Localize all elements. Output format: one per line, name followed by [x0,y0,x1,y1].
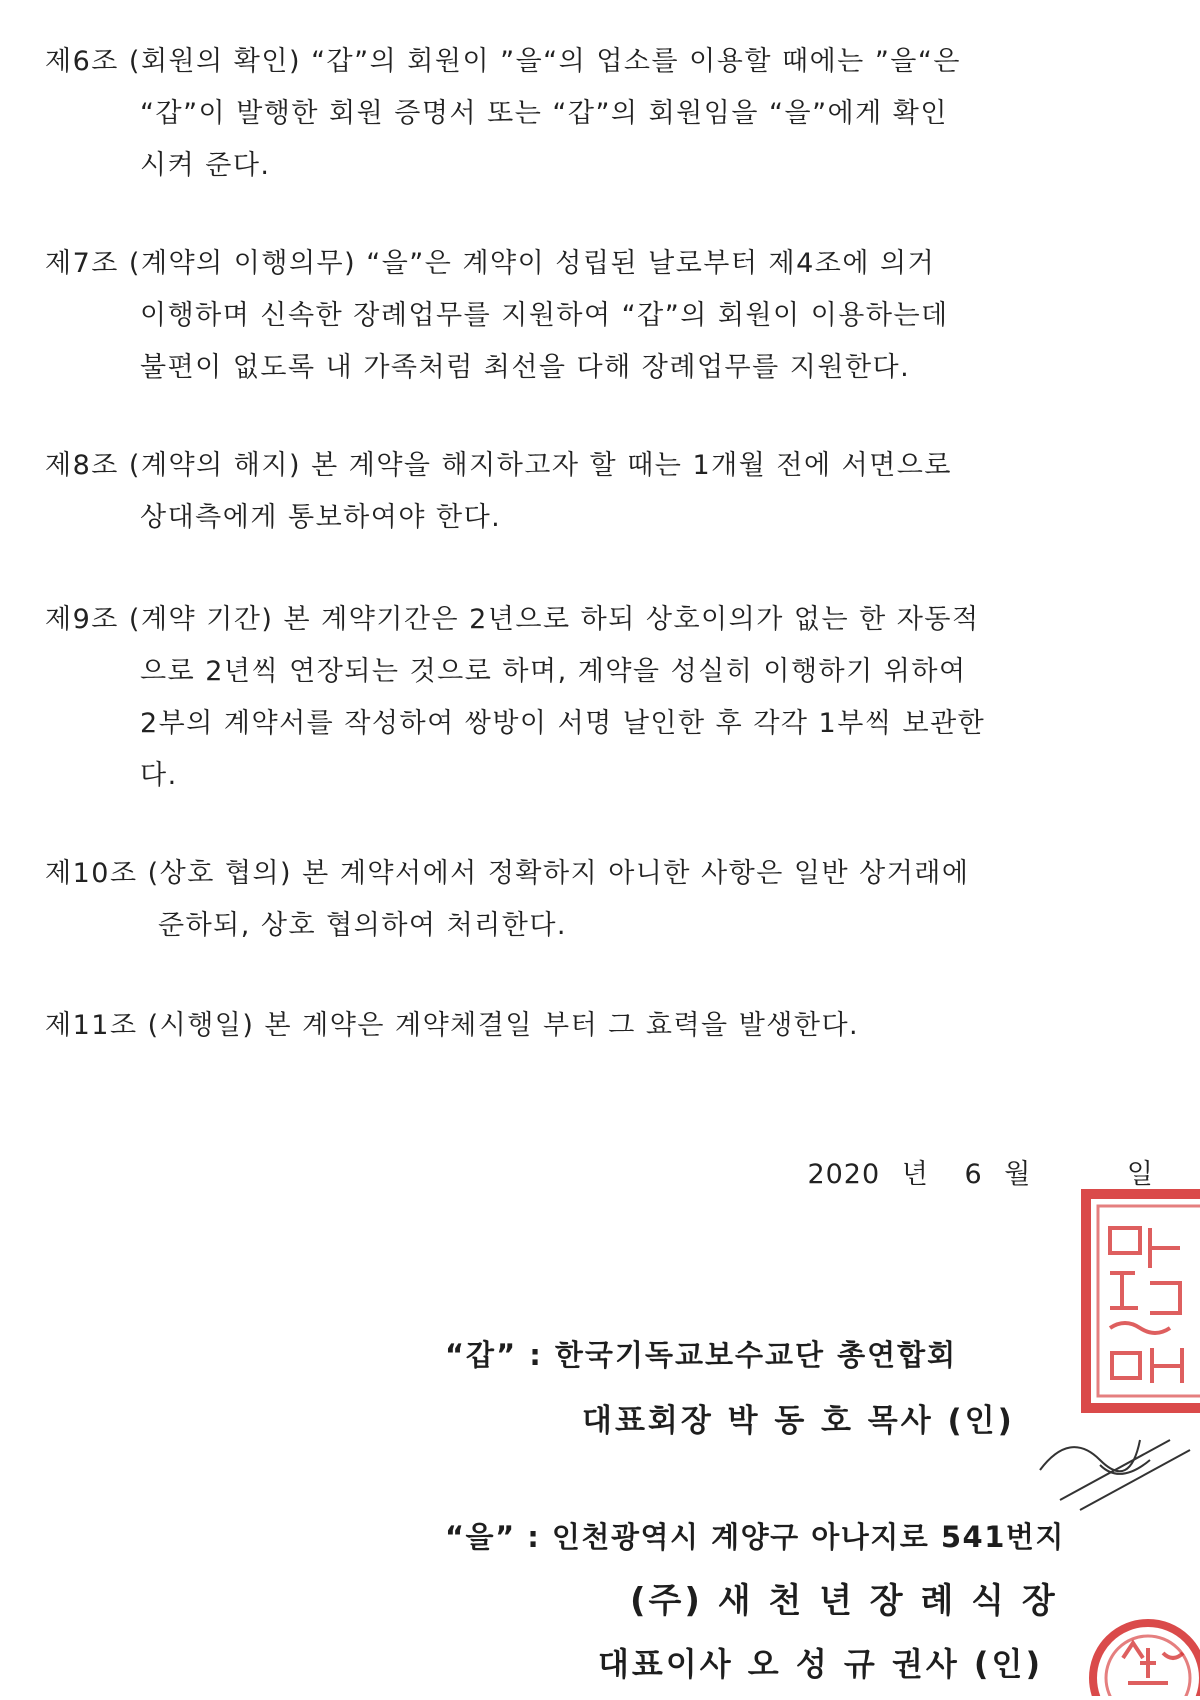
date-year-unit: 년 [901,1159,929,1190]
party-a-representative: 대표회장 박 동 호 목사 (인) [582,1403,1015,1439]
red-square-seal-icon [1080,1188,1200,1422]
article-9-line-2: 으로 2년씩 연장되는 것으로 하며, 계약을 성실히 이행하기 위하여 [140,656,967,687]
date-year: 2020 [807,1159,881,1190]
contract-date [807,1152,1154,1191]
article-7-line-3: 불편이 없도록 내 가족처럼 최선을 다해 장례업무를 지원한다. [140,352,911,383]
date-day-unit: 일 [1126,1159,1154,1190]
article-10-line-2: 준하되, 상호 협의하여 처리한다. [158,910,567,941]
article-8-line-1: 제8조 (계약의 해지) 본 계약을 해지하고자 할 때는 1개월 전에 서면으로 [45,450,952,481]
article-9-line-3: 2부의 계약서를 작성하여 쌍방이 서명 날인한 후 각각 1부씩 보관한 [140,708,986,739]
handwritten-signature-icon [1020,1410,1200,1524]
article-10-line-1: 제10조 (상호 협의) 본 계약서에서 정확하지 아니한 사항은 일반 상거래에 [45,858,970,889]
article-10 [45,848,1175,952]
article-11-line-1: 제11조 (시행일) 본 계약은 계약체결일 부터 그 효력을 발생한다. [45,1010,860,1041]
date-month: 6 [964,1159,983,1190]
article-6 [45,36,1175,192]
article-9-line-4: 다. [140,760,178,791]
article-8 [45,440,1175,544]
article-8-line-2: 상대측에게 통보하여야 한다. [140,502,502,533]
red-round-seal-icon [1088,1598,1200,1700]
article-7-line-2: 이행하며 신속한 장례업무를 지원하여 “갑”의 회원이 이용하는데 [140,300,949,331]
party-b-representative: 대표이사 오 성 규 권사 (인) [598,1645,1044,1683]
article-9 [45,594,1175,802]
party-b-label: “을” : 인천광역시 계양구 아나지로 541번지 [445,1520,1065,1554]
date-month-unit: 월 [1004,1159,1032,1190]
article-7-line-1: 제7조 (계약의 이행의무) “을”은 계약이 성립된 날로부터 제4조에 의거 [45,248,936,279]
article-6-line-1: 제6조 (회원의 확인) “갑”의 회원이 ”을“의 업소를 이용할 때에는 ”을“은 [45,46,961,77]
party-a-label: “갑” : 한국기독교보수교단 총연합회 [445,1338,958,1372]
article-7 [45,238,1175,394]
article-6-line-3: 시켜 준다. [140,150,271,181]
article-11 [45,1000,1175,1052]
party-b-company: (주) 새 천 년 장 례 식 장 [630,1581,1058,1621]
article-6-line-2: “갑”이 발행한 회원 증명서 또는 “갑”의 회원임을 “을”에게 확인 [140,98,948,129]
article-9-line-1: 제9조 (계약 기간) 본 계약기간은 2년으로 하되 상호이의가 없는 한 자동적 [45,604,980,635]
